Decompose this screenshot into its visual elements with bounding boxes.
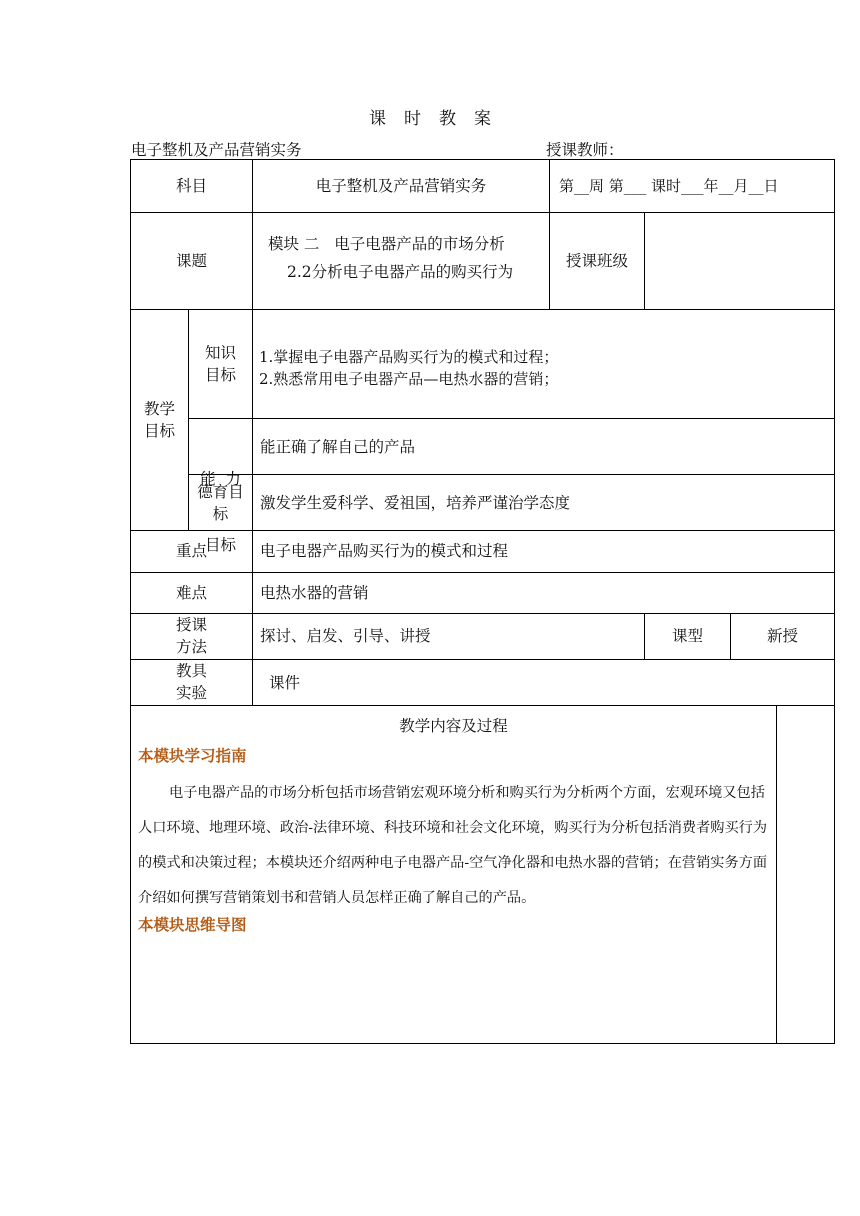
- topic-line-1: 模块 二 电子电器产品的市场分析: [268, 235, 505, 253]
- moral-goal-value: 激发学生爱科学、爱祖国，培养严谨治学态度: [260, 494, 571, 512]
- ability-label-line: 目标: [204, 536, 236, 554]
- title-char: 教: [439, 109, 456, 129]
- knowledge-item: 2.熟悉常用电子电器产品—电热水器的营销；: [259, 370, 559, 388]
- topic-label: 课题: [175, 252, 207, 270]
- title-char: 课: [369, 109, 386, 129]
- ability-goal-value: 能正确了解自己的产品: [260, 438, 416, 456]
- tools-label: [131, 660, 252, 704]
- mindmap-title: 本模块思维导图: [138, 916, 247, 934]
- key-point-value: 电子电器产品购买行为的模式和过程: [260, 542, 509, 560]
- header-subject: 电子整机及产品营销实务: [131, 141, 302, 159]
- knowledge-goal-label: [189, 342, 252, 386]
- document-title: [0, 104, 860, 129]
- subject-value: 电子整机及产品营销实务: [315, 177, 487, 195]
- title-char: 时: [404, 109, 421, 129]
- tools-label-line: 教具: [175, 662, 207, 680]
- moral-label-line: 德育目: [197, 483, 244, 501]
- difficulty-value: 电热水器的营销: [260, 584, 369, 602]
- tools-value: 课件: [269, 674, 301, 692]
- goals-label: [131, 398, 188, 442]
- guide-paragraph: 电子电器产品的市场分析包括市场营销宏观环境分析和购买行为分析两个方面，宏观环境又包括人口环境、地理环境、政治-法律环境、科技环境和社会文化环境，购买行为分析包括消费者购买行为的模式和决策过程；本模块还介绍两种电子电器产品-空气净化器和电热水器的营销；在营销实务方面介绍如何撰写营销策划书和营销人员怎样正确了解自己的产品。: [138, 785, 768, 906]
- lesson-type-label: 课型: [671, 627, 703, 645]
- schedule-field: 第__周 第___ 课时___年__月__日: [559, 177, 779, 195]
- content-heading: 教学内容及过程: [399, 717, 508, 735]
- moral-goal-label: [189, 481, 252, 525]
- key-point-label: 重点: [175, 542, 207, 560]
- knowledge-label-line: 目标: [204, 366, 236, 384]
- knowledge-goal-content: [259, 346, 558, 390]
- guide-title: 本模块学习指南: [138, 747, 247, 765]
- subject-label: 科目: [175, 177, 207, 195]
- moral-label-line: 标: [212, 505, 229, 523]
- lesson-type-value: 新授: [766, 627, 798, 645]
- class-label: 授课班级: [565, 252, 628, 270]
- header-teacher-label: 授课教师：: [546, 141, 624, 159]
- goals-label-line: 教学: [143, 400, 175, 418]
- knowledge-item: 1.掌握电子电器产品购买行为的模式和过程；: [259, 348, 559, 366]
- method-value: 探讨、启发、引导、讲授: [260, 627, 431, 645]
- method-label: [131, 614, 252, 658]
- method-label-line: 方法: [175, 638, 207, 656]
- title-char: 案: [474, 109, 491, 129]
- topic-line-2: 2.2分析电子电器产品的购买行为: [287, 263, 514, 281]
- difficulty-label: 难点: [175, 584, 207, 602]
- knowledge-label-line: 知识: [204, 344, 236, 362]
- tools-label-line: 实验: [175, 684, 207, 702]
- goals-label-line: 目标: [143, 422, 175, 440]
- ability-label-line: 能 力: [200, 470, 241, 488]
- method-label-line: 授课: [175, 616, 207, 634]
